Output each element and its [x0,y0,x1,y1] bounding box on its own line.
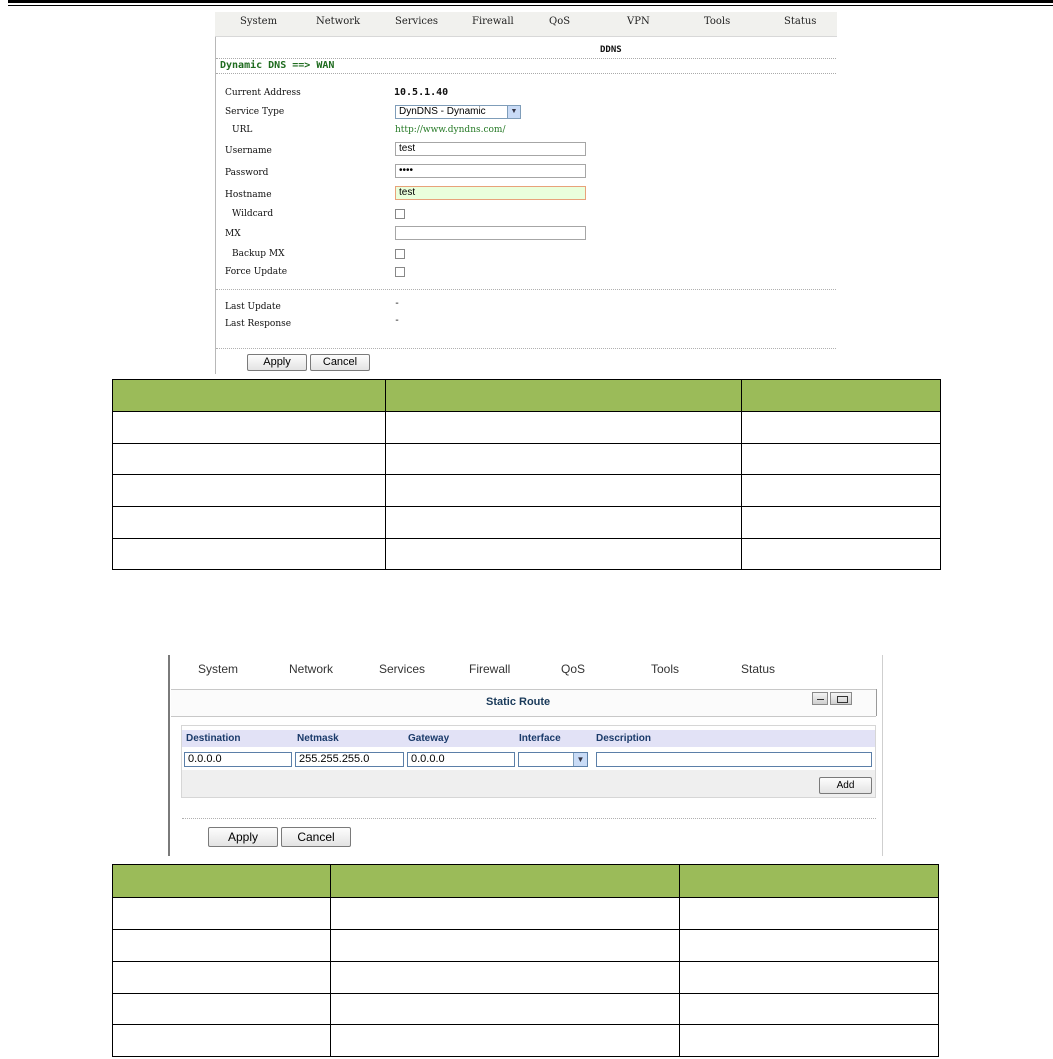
last-response-value: - [394,315,401,326]
mx-label: MX [225,229,241,239]
last-update-value: - [394,298,401,309]
panel-border-right [882,655,883,856]
username-label: Username [225,146,272,156]
password-field[interactable]: •••• [395,164,586,178]
header-rule-thin [8,5,1053,6]
nav-system[interactable]: System [240,16,278,27]
wildcard-checkbox[interactable] [395,209,405,219]
table-header-row [113,380,941,412]
title-bar-edge [876,689,877,716]
add-button[interactable]: Add [819,777,872,794]
chevron-down-icon[interactable]: ▼ [573,753,587,766]
apply-button[interactable]: Apply [208,827,278,847]
maximize-icon[interactable] [830,692,852,705]
nav-vpn[interactable]: VPN [627,16,650,27]
divider [216,58,836,59]
table-row [113,475,941,507]
last-response-label: Last Response [225,319,292,329]
service-type-value: DynDNS - Dynamic [399,106,486,117]
column-netmask: Netmask [297,733,339,744]
backup-mx-checkbox[interactable] [395,249,405,259]
service-type-select[interactable] [395,105,521,119]
ddns-panel [215,37,838,374]
route-table-footer [182,770,875,797]
minimize-icon[interactable] [812,692,828,705]
description-input[interactable] [596,752,872,767]
destination-input[interactable]: 0.0.0.0 [184,752,292,767]
interface-select[interactable] [518,752,588,767]
page-title: DDNS [600,45,622,55]
table-row [113,507,941,539]
url-label: URL [232,125,253,135]
divider [216,73,836,74]
password-label: Password [225,168,269,178]
chevron-down-icon[interactable]: ▼ [507,106,520,118]
force-update-checkbox[interactable] [395,267,405,277]
mx-field[interactable] [395,226,586,240]
force-update-label: Force Update [225,267,288,277]
current-address-value: 10.5.1.40 [394,87,449,98]
nav-services[interactable]: Services [379,662,426,676]
table-row [113,994,939,1025]
hostname-label: Hostname [225,190,272,200]
panel-border-left [168,655,170,856]
ddns-top-nav [215,12,837,37]
nav-network[interactable]: Network [289,662,334,676]
nav-tools[interactable]: Tools [704,16,731,27]
nav-status[interactable]: Status [741,662,776,676]
table-row [113,539,941,570]
table-row [113,962,939,994]
nav-services[interactable]: Services [395,16,439,27]
gateway-input[interactable]: 0.0.0.0 [407,752,515,767]
divider [216,289,836,290]
nav-qos[interactable]: QoS [561,662,586,676]
page-title: Static Route [486,696,551,708]
username-field[interactable]: test [395,142,586,156]
column-destination: Destination [186,733,241,744]
column-description: Description [596,733,652,744]
nav-firewall[interactable]: Firewall [472,16,514,27]
column-gateway: Gateway [408,733,450,744]
netmask-input[interactable]: 255.255.255.0 [295,752,404,767]
backup-mx-label: Backup MX [232,249,285,259]
divider [216,348,836,349]
last-update-label: Last Update [225,302,281,312]
table-row [113,898,939,930]
table-row [113,444,941,475]
section-subtitle: Dynamic DNS ==> WAN [220,60,335,71]
nav-status[interactable]: Status [784,16,817,27]
wildcard-label: Wildcard [232,209,274,219]
table-row [113,412,941,444]
nav-firewall[interactable]: Firewall [469,662,511,676]
table-row [113,1025,939,1057]
header-rule [8,0,1053,3]
table-row [113,930,939,962]
nav-tools[interactable]: Tools [651,662,680,676]
service-type-label: Service Type [225,107,285,117]
url-link[interactable]: http://www.dyndns.com/ [395,125,506,135]
cancel-button[interactable]: Cancel [281,827,351,847]
table-header-row [113,865,939,898]
cancel-button[interactable]: Cancel [310,354,370,371]
divider [182,818,876,819]
hostname-field[interactable]: test [395,186,586,200]
apply-button[interactable]: Apply [247,354,307,371]
nav-network[interactable]: Network [316,16,361,27]
nav-qos[interactable]: QoS [549,16,571,27]
column-interface: Interface [519,733,561,744]
current-address-label: Current Address [225,88,301,98]
nav-system[interactable]: System [198,662,239,676]
static-route-table [112,864,939,1057]
ddns-table [112,379,941,570]
